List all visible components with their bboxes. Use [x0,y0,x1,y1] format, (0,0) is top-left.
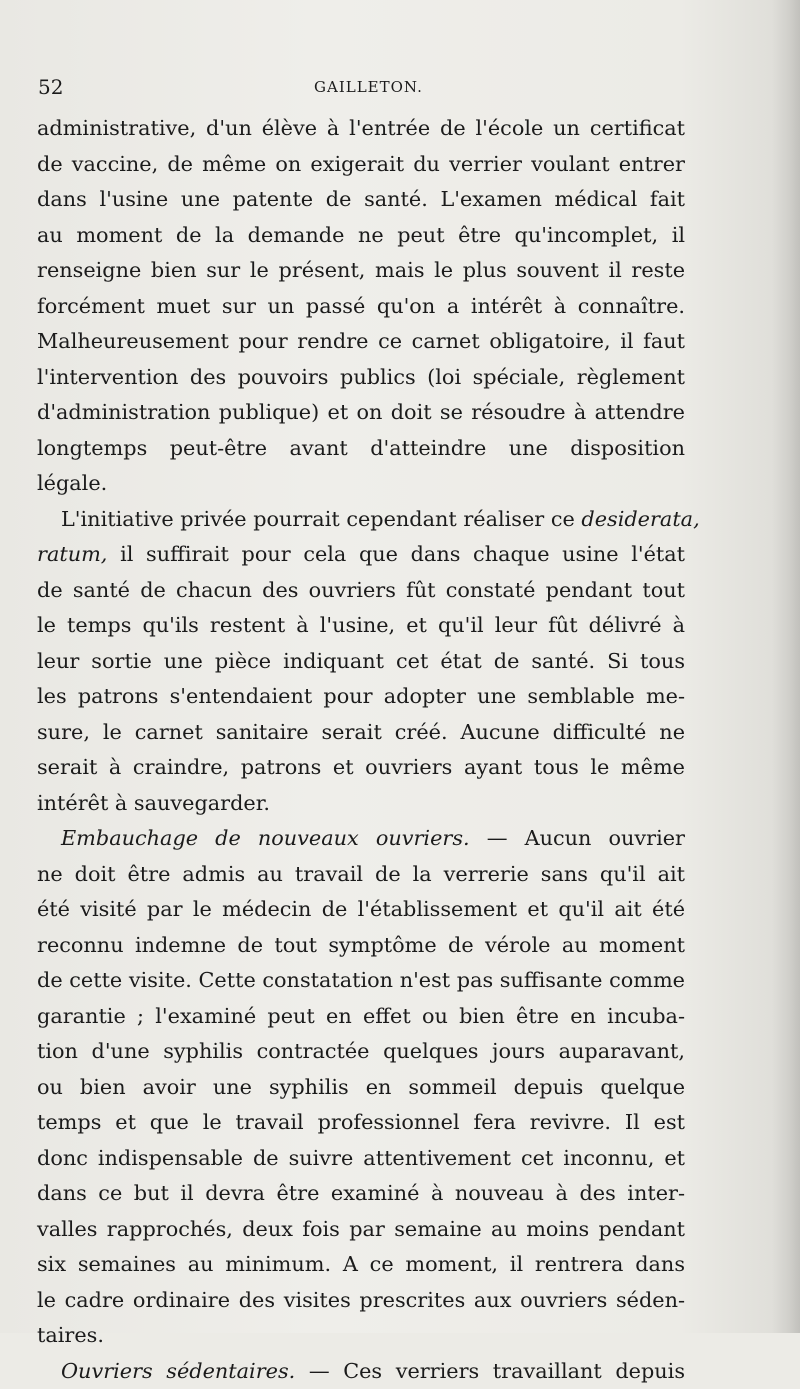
line-text: forcément muet sur un passé qu'on a intérêt à connaître. [37,294,685,318]
text-line [37,182,685,218]
line-text: tion d'une syphilis contractée quelques jours auparavant, [37,1039,685,1063]
line-text: le cadre ordinaire des visites prescrites aux ouvriers séden- [37,1288,685,1312]
text-line [37,537,685,573]
text-line [37,1283,685,1319]
body-text [37,111,685,1389]
line-text: taires. [37,1323,104,1347]
running-head: GAILLETON. [314,76,423,98]
text-line [37,608,685,644]
italic-text: Ouvriers sédentaires. [61,1359,295,1383]
line-text: ne doit être admis au travail de la verrerie sans qu'il ait [37,862,685,886]
text-line [37,1247,685,1283]
line-text: les patrons s'entendaient pour adopter une semblable me- [37,684,685,708]
page-edge-shadow [772,0,800,1333]
italic-text: Embauchage de nouveaux ouvriers. [61,826,470,850]
text-line [37,502,685,538]
text-line [37,395,685,431]
text-line [37,963,685,999]
line-text: — Ces verriers travaillant depuis [295,1359,685,1383]
text-line [37,111,685,147]
line-text: reconnu indemne de tout symptôme de vérole au moment [37,933,685,957]
text-line [37,1034,685,1070]
text-line [37,857,685,893]
line-text: administrative, d'un élève à l'entrée de l'école un certificat [37,116,685,140]
text-line [37,466,685,502]
line-text: renseigne bien sur le présent, mais le plus souvent il reste [37,258,685,282]
text-line [37,999,685,1035]
text-line [37,253,685,289]
text-line [37,1176,685,1212]
line-text: d'administration publique) et on doit se résoudre à attendre [37,400,685,424]
text-line [37,750,685,786]
text-line [37,324,685,360]
text-line [37,1212,685,1248]
text-line [37,1354,685,1389]
line-text: il suffirait pour cela que dans chaque usine l'état [107,542,685,566]
text-line [37,644,685,680]
line-text: intérêt à sauvegarder. [37,791,270,815]
text-line [37,1070,685,1106]
line-text: serait à craindre, patrons et ouvriers ayant tous le même [37,755,685,779]
text-line [37,715,685,751]
line-text: légale. [37,471,107,495]
line-text: de santé de chacun des ouvriers fût constaté pendant tout [37,578,685,602]
line-text: L'initiative privée pourrait cependant réaliser ce [61,507,581,531]
line-text: de cette visite. Cette constatation n'est pas suffisante comme [37,968,685,992]
text-line [37,928,685,964]
text-line [37,821,685,857]
text-line [37,360,685,396]
line-text: — Aucun ouvrier [470,826,685,850]
line-text: dans ce but il devra être examiné à nouveau à des inter- [37,1181,685,1205]
text-line [37,1141,685,1177]
italic-text: ratum, [37,542,107,566]
line-text: longtemps peut-être avant d'atteindre une disposition [37,436,685,460]
text-line [37,679,685,715]
line-text: l'intervention des pouvoirs publics (loi spéciale, règlement [37,365,685,389]
line-text: donc indispensable de suivre attentivement cet inconnu, et [37,1146,685,1170]
text-line [37,289,685,325]
text-line [37,147,685,183]
text-line [37,218,685,254]
line-text: au moment de la demande ne peut être qu'incomplet, il [37,223,685,247]
page-header [38,74,688,100]
text-line [37,1105,685,1141]
text-line [37,892,685,928]
text-line [37,431,685,467]
line-text: valles rapprochés, deux fois par semaine au moins pendant [37,1217,685,1241]
line-text: leur sortie une pièce indiquant cet état de santé. Si tous [37,649,685,673]
line-text: garantie ; l'examiné peut en effet ou bien être en incuba- [37,1004,685,1028]
line-text: été visité par le médecin de l'établissement et qu'il ait été [37,897,685,921]
line-text: Malheureusement pour rendre ce carnet obligatoire, il faut [37,329,685,353]
text-line [37,1318,685,1354]
line-text: ou bien avoir une syphilis en sommeil depuis quelque [37,1075,685,1099]
line-text: de vaccine, de même on exigerait du verrier voulant entrer [37,152,685,176]
text-line [37,786,685,822]
line-text: dans l'usine une patente de santé. L'examen médical fait [37,187,685,211]
text-line [37,573,685,609]
line-text: temps et que le travail professionnel fera revivre. Il est [37,1110,685,1134]
line-text: sure, le carnet sanitaire serait créé. Aucune difficulté ne [37,720,685,744]
line-text: six semaines au minimum. A ce moment, il rentrera dans [37,1252,685,1276]
page-number: 52 [38,74,63,100]
line-text: le temps qu'ils restent à l'usine, et qu'il leur fût délivré à [37,613,685,637]
italic-text: desiderata, [581,507,699,531]
